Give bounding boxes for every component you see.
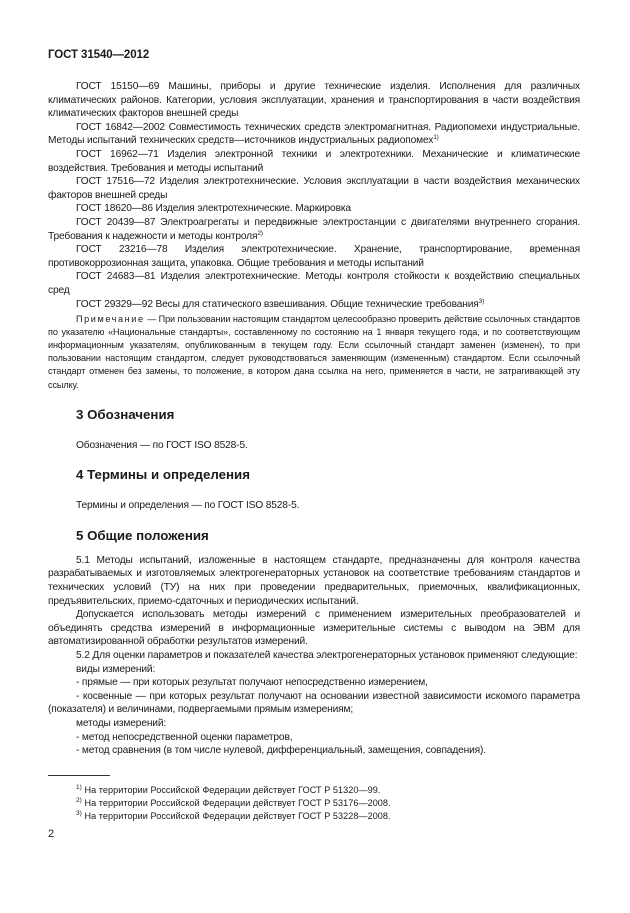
note-paragraph (48, 313, 580, 392)
running-header: ГОСТ 31540—2012 (48, 49, 150, 61)
reference-item: ГОСТ 23216—78 Изделия электротехнические. Хранение, транспортирование, временная противокоррозионная защита, упаковка. Общие требования и методы испытаний (48, 244, 580, 269)
footnote-mark: 3) (76, 810, 82, 817)
footnote-marker: 3) (478, 297, 485, 305)
section-heading: 3 Обозначения (76, 406, 175, 422)
reference-item: ГОСТ 20439—87 Электроагрегаты и передвижные электростанции с двигателями внутреннего сгорания. Требования к надежности и методы контроля$^{2)}$ (48, 216, 580, 242)
section-4 (48, 467, 580, 513)
reference-item: ГОСТ 17516—72 Изделия электротехнические. Условия эксплуатации в части воздействия механических факторов внешней среды (48, 176, 580, 201)
footnote: $^{2)}$ На территории Российской Федерации действует ГОСТ Р 53176—2008. (76, 797, 391, 808)
footnote-marker: 1) (433, 134, 439, 142)
list-item: - прямые — при которых результат получают непосредственно измерением, (76, 677, 428, 689)
reference-item: ГОСТ 18620—86 Изделия электротехнические. Маркировка (76, 203, 351, 215)
footnote-marker: 2) (257, 229, 263, 237)
paragraph: 5.2 Для оценки параметров и показателей качества электрогенераторных установок применяют следующие: (76, 650, 578, 661)
footnote-divider (48, 775, 110, 776)
footnote-mark: 1) (76, 784, 82, 791)
footnote-mark: 2) (76, 797, 82, 804)
list-item: - косвенные — при которых результат получают на основании известной зависимости искомого параметра (показателя) и величинами, подвергаемыми прямым измерениям; (48, 690, 580, 716)
reference-item: ГОСТ 24683—81 Изделия электротехнические. Методы контроля стойкости к воздействию специальных сред (48, 271, 580, 296)
page-number: 2 (48, 828, 55, 840)
reference-item: ГОСТ 29329—92 Весы для статического взвешивания. Общие технические требования$^{3)}$ (76, 297, 485, 310)
paragraph: 5.1 Методы испытаний, изложенные в настоящем стандарте, предназначены для контроля качества разрабатываемых и изготовляемых электрогенераторных установок на соответствие требованиям стандартов и технических условий (ТУ) на них при проведении предварительных, приемочных, квалификационных, предъявительских, приемо-сдаточных и периодических испытаний. (48, 554, 580, 607)
reference-item: ГОСТ 16842—2002 Совместимость технических средств электромагнитная. Радиопомехи индустриальные. Методы испытаний технических средств—источников индустриальных радиопомех$^{1)}$ (48, 121, 580, 147)
paragraph: методы измерений: (76, 717, 167, 729)
footnotes (76, 784, 576, 823)
section-heading: 5 Общие положения (76, 527, 209, 543)
section-5 (48, 528, 580, 758)
paragraph: Допускается использовать методы измерений с применением измерительных преобразователей и объединять средства измерений в информационные измерительные системы с выводом на ЭВМ для автоматизированной обработки результатов измерений. (48, 609, 580, 648)
note-label: Примечание (76, 314, 145, 325)
paragraph: виды измерений: (76, 663, 156, 675)
normative-references-list (48, 80, 580, 311)
section-text: Обозначения — по ГОСТ ISO 8528-5. (76, 439, 248, 451)
footnote: $^{1)}$ На территории Российской Федерации действует ГОСТ Р 51320—99. (76, 784, 381, 795)
list-item: - метод непосредственной оценки параметров, (76, 731, 293, 743)
note-text: — При пользовании настоящим стандартом целесообразно проверить действие ссылочных стандартов по указателю «Национальные стандарты», составленному по состоянию на 1 января текущего года, и по соответствующим информационным указателям, опубликованным в текущем году. Если ссылочный стандарт заменен (изменен), то при пользовании настоящим стандартом, следует руководствоваться заменяющим (измененным) стандартом. Если ссылочный стандарт отменен без замены, то положение, в котором дана ссылка на него, применяется в части, не затрагивающей эту ссылку. (48, 314, 580, 390)
list-item: - метод сравнения (в том числе нулевой, дифференциальный, замещения, совпадения). (76, 745, 486, 757)
footnote: $^{3)}$ На территории Российской Федерации действует ГОСТ Р 53228—2008. (76, 810, 391, 821)
section-text: Термины и определения — по ГОСТ ISO 8528-5. (76, 500, 300, 512)
section-heading: 4 Термины и определения (76, 467, 250, 483)
reference-item: ГОСТ 16962—71 Изделия электронной техники и электротехники. Механические и климатические воздействия. Требования и методы испытаний (48, 148, 580, 174)
reference-item: ГОСТ 15150—69 Машины, приборы и другие технические изделия. Исполнения для различных климатических районов. Категории, условия эксплуатации, хранения и транспортирования в части воздействия климатических факторов внешней среды (48, 81, 580, 120)
main-text (48, 80, 580, 758)
section-3 (48, 407, 580, 453)
section-body (48, 554, 580, 758)
